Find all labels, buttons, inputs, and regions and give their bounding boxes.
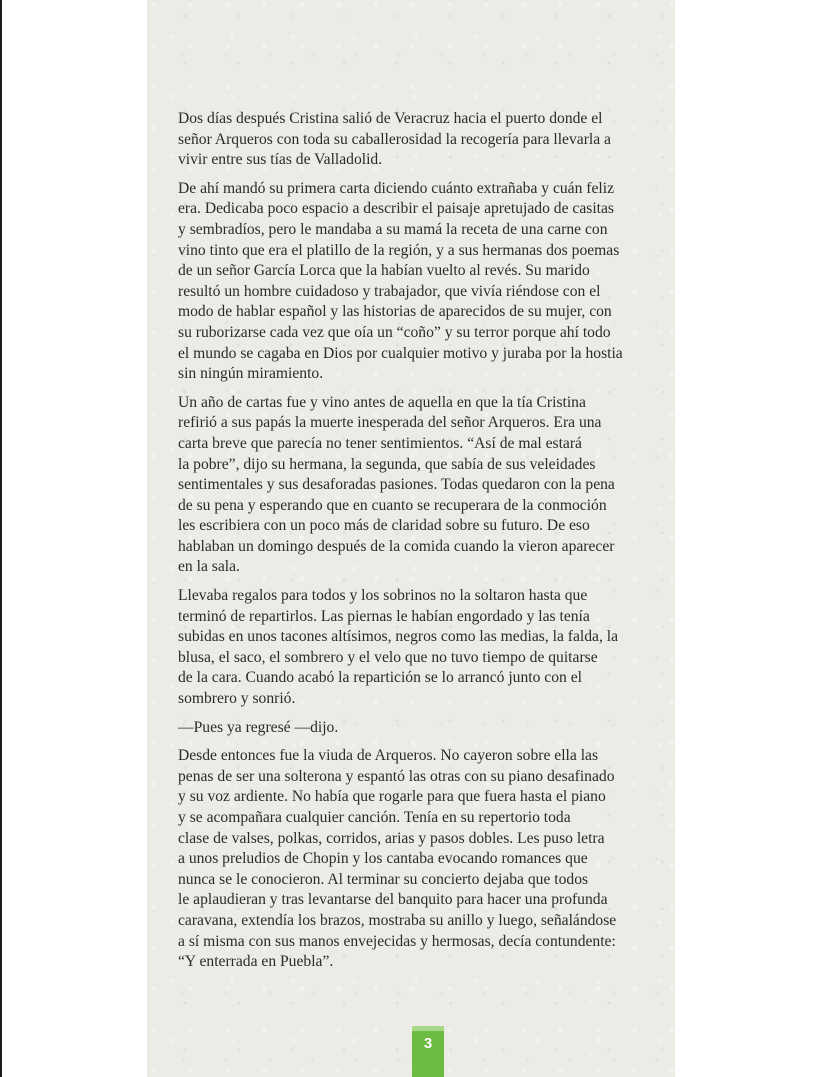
page-number: 3 [423,1035,433,1052]
text-line: refirió a sus papás la muerte inesperada del señor Arqueros. Era una [178,414,602,432]
text-line: subidas en unos tacones altísimos, negros como las medias, la falda, la [178,628,618,646]
paragraph-3 [178,393,642,578]
text-line: “Y enterrada en Puebla”. [178,953,334,971]
text-line: a unos preludios de Chopin y los cantaba evocando romances que [178,850,588,868]
text-line: a sí misma con sus manos envejecidas y hermosas, decía contundente: [178,932,616,950]
text-line: caravana, extendía los brazos, mostraba su anillo y luego, señalándose [178,911,617,929]
text-line: blusa, el saco, el sombrero y el velo que no tuvo tiempo de quitarse [178,648,598,666]
text-line: sin ningún miramiento. [178,365,324,383]
text-line: Llevaba regalos para todos y los sobrinos no la soltaron hasta que [178,587,588,605]
text-line: modo de hablar español y las historias de aparecidos de su mujer, con [178,303,612,321]
text-line: De ahí mandó su primera carta diciendo cuánto extrañaba y cuán feliz [178,179,614,197]
paragraph-5 [178,718,642,739]
text-line: nunca se le conocieron. Al terminar su concierto dejaba que todos [178,870,589,888]
text-line: de la cara. Cuando acabó la repartición se lo arrancó junto con el [178,669,582,687]
text-line: sentimentales y sus desaforadas pasiones. Todas quedaron con la pena [178,476,615,494]
book-page [147,0,675,1077]
text-line: y se acompañara cualquier canción. Tenía en su repertorio toda [178,809,571,826]
paragraph-6 [178,746,642,973]
text-line: vivir entre sus tías de Valladolid. [178,151,383,169]
text-line: hablaban un domingo después de la comida cuando la vieron aparecer [178,537,615,555]
text-line: vino tinto que era el platillo de la región, y a sus hermanas dos poemas [178,241,620,259]
text-line: y su voz ardiente. No había que rogarle para que fuera hasta el piano [178,788,606,806]
body-text [178,109,642,981]
text-line: Dos días después Cristina salió de Veracruz hacia el puerto donde el [178,110,603,127]
text-line: —Pues ya regresé —dijo. [178,718,339,736]
text-line: Un año de cartas fue y vino antes de aquella en que la tía Cristina [178,393,586,411]
text-line: clase de valses, polkas, corridos, arias y pasos dobles. Les puso letra [178,829,605,847]
text-line: le aplaudieran y tras levantarse del banquito para hacer una profunda [178,891,608,909]
text-line: señor Arqueros con toda su caballerosidad la recogería para llevarla a [178,130,611,148]
paragraph-4 [178,586,642,710]
text-line: Desde entonces fue la viuda de Arqueros. No cayeron sobre ella las [178,747,599,765]
text-line: la pobre”, dijo su hermana, la segunda, que sabía de sus veleidades [178,455,596,473]
text-line: de un señor García Lorca que la habían vuelto al revés. Su marido [178,262,590,280]
text-line: resultó un hombre cuidadoso y trabajador, que vivía riéndose con el [178,282,601,300]
text-line: en la sala. [178,558,240,576]
text-line: penas de ser una solterona y espantó las otras con su piano desafinado [178,767,615,785]
text-line: y sembradíos, pero le mandaba a su mamá la receta de una carne con [178,220,608,238]
text-line: era. Dedicaba poco espacio a describir el paisaje apretujado de casitas [178,200,614,218]
left-border-line [0,0,2,1077]
paragraph-1 [178,109,642,171]
text-line: sombrero y sonrió. [178,690,296,708]
text-line: terminó de repartirlos. Las piernas le habían engordado y las tenía [178,607,590,625]
text-line: el mundo se cagaba en Dios por cualquier motivo y juraba por la hostia [178,344,623,362]
text-line: de su pena y esperando que en cuanto se recuperara de la conmoción [178,496,607,514]
text-line: les escribiera con un poco más de claridad sobre su futuro. De eso [178,517,590,535]
paragraph-2 [178,179,642,385]
text-line: carta breve que parecía no tener sentimientos. “Así de mal estará [178,434,582,452]
page-number-tab [412,1026,444,1077]
text-line: su ruborizarse cada vez que oía un “coño” y su terror porque ahí todo [178,323,611,341]
